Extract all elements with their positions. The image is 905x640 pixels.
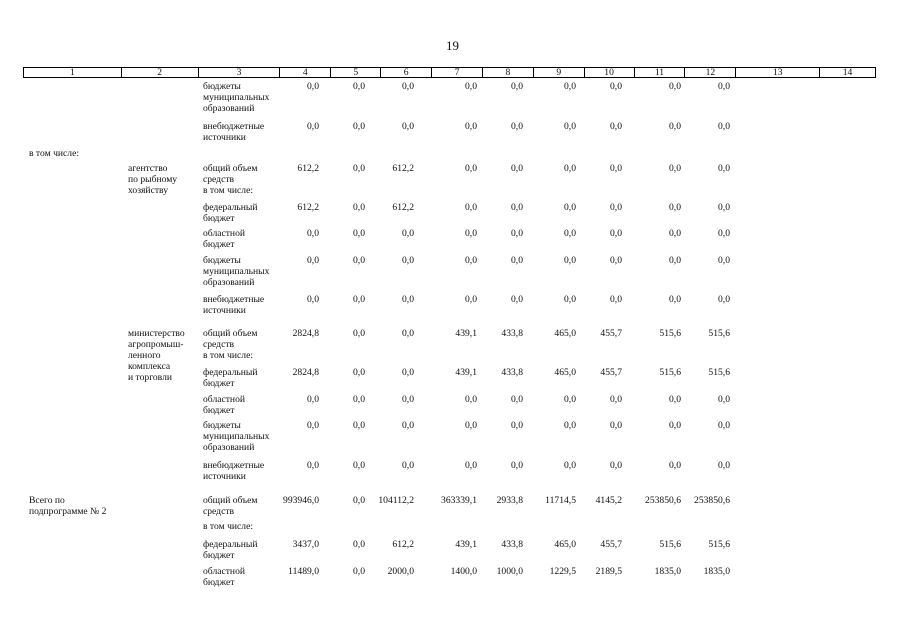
- cell-col-9: 465,0: [554, 539, 576, 550]
- cell-col-10: 0,0: [610, 255, 622, 266]
- row-funding-source: источники: [203, 132, 246, 143]
- cell-col-6: 2000,0: [387, 566, 414, 577]
- cell-col-7: 0,0: [465, 460, 477, 471]
- cell-col-9: 1229,5: [549, 566, 576, 577]
- cell-col-5: 0,0: [353, 228, 365, 239]
- cell-col-7: 0,0: [465, 255, 477, 266]
- cell-col-4: 2824,8: [292, 328, 319, 339]
- cell-col-8: 0,0: [511, 294, 523, 305]
- row-funding-source: областной: [203, 394, 246, 405]
- row-funding-source: средств: [203, 339, 235, 350]
- cell-col-11: 1835,0: [654, 566, 681, 577]
- cell-col-9: 0,0: [564, 460, 576, 471]
- header-col-10: 10: [584, 68, 634, 77]
- row-funding-source: общий объем: [203, 163, 258, 174]
- cell-col-5: 0,0: [353, 566, 365, 577]
- cell-col-5: 0,0: [353, 394, 365, 405]
- cell-col-11: 515,6: [659, 539, 681, 550]
- row-funding-source: образований: [203, 103, 255, 114]
- cell-col-6: 0,0: [402, 121, 414, 132]
- cell-col-11: 0,0: [669, 255, 681, 266]
- header-col-7: 7: [431, 68, 482, 77]
- header-col-3: 3: [198, 68, 280, 77]
- row-funding-source: бюджет: [203, 577, 235, 588]
- cell-col-6: 612,2: [392, 163, 414, 174]
- row-funding-source: источники: [203, 471, 246, 482]
- cell-col-4: 2824,8: [292, 367, 319, 378]
- cell-col-8: 1000,0: [496, 566, 523, 577]
- cell-col-11: 515,6: [659, 328, 681, 339]
- cell-col-11: 0,0: [669, 202, 681, 213]
- row-funding-source: образований: [203, 277, 255, 288]
- header-col-13: 13: [735, 68, 819, 77]
- cell-col-9: 0,0: [564, 81, 576, 92]
- row-funding-source: областной: [203, 228, 246, 239]
- row-funding-source: внебюджетные: [203, 121, 265, 132]
- header-col-6: 6: [380, 68, 431, 77]
- cell-col-6: 0,0: [402, 367, 414, 378]
- cell-col-6: 104112,2: [378, 495, 414, 506]
- cell-col-9: 11714,5: [545, 495, 576, 506]
- row-executor-label: комплекса: [128, 361, 171, 372]
- row-funding-source: средств: [203, 506, 235, 517]
- row-funding-source: федеральный: [203, 202, 258, 213]
- cell-col-6: 0,0: [402, 460, 414, 471]
- cell-col-9: 0,0: [564, 394, 576, 405]
- cell-col-11: 0,0: [669, 121, 681, 132]
- cell-col-4: 0,0: [307, 394, 319, 405]
- cell-col-12: 515,6: [708, 539, 730, 550]
- cell-col-5: 0,0: [353, 460, 365, 471]
- row-funding-source: муниципальных: [203, 431, 270, 442]
- header-col-9: 9: [533, 68, 584, 77]
- row-funding-source: образований: [203, 442, 255, 453]
- cell-col-10: 0,0: [610, 420, 622, 431]
- cell-col-10: 0,0: [610, 294, 622, 305]
- header-col-8: 8: [482, 68, 533, 77]
- cell-col-8: 0,0: [511, 460, 523, 471]
- cell-col-6: 0,0: [402, 394, 414, 405]
- table-header: [23, 67, 876, 78]
- cell-col-11: 0,0: [669, 163, 681, 174]
- cell-col-10: 455,7: [600, 328, 622, 339]
- cell-col-5: 0,0: [353, 294, 365, 305]
- cell-col-5: 0,0: [353, 202, 365, 213]
- cell-col-7: 439,1: [455, 328, 477, 339]
- cell-col-10: 0,0: [610, 460, 622, 471]
- cell-col-8: 0,0: [511, 81, 523, 92]
- cell-col-5: 0,0: [353, 328, 365, 339]
- cell-col-11: 253850,6: [645, 495, 681, 506]
- cell-col-5: 0,0: [353, 121, 365, 132]
- cell-col-8: 0,0: [511, 202, 523, 213]
- cell-col-11: 0,0: [669, 394, 681, 405]
- row-funding-source: бюджеты: [203, 81, 241, 92]
- cell-col-4: 0,0: [307, 294, 319, 305]
- cell-col-8: 0,0: [511, 121, 523, 132]
- row-funding-source: общий объем: [203, 328, 258, 339]
- row-funding-source: муниципальных: [203, 266, 270, 277]
- cell-col-9: 0,0: [564, 163, 576, 174]
- cell-col-5: 0,0: [353, 495, 365, 506]
- row-funding-source: бюджет: [203, 239, 235, 250]
- cell-col-4: 993946,0: [283, 495, 319, 506]
- row-funding-source: внебюджетные: [203, 294, 265, 305]
- cell-col-4: 0,0: [307, 255, 319, 266]
- cell-col-8: 0,0: [511, 394, 523, 405]
- cell-col-4: 0,0: [307, 228, 319, 239]
- cell-col-12: 0,0: [718, 228, 730, 239]
- cell-col-8: 433,8: [501, 539, 523, 550]
- header-col-4: 4: [279, 68, 330, 77]
- cell-col-12: 0,0: [718, 420, 730, 431]
- row-funding-source: источники: [203, 305, 246, 316]
- cell-col-4: 0,0: [307, 121, 319, 132]
- cell-col-9: 0,0: [564, 228, 576, 239]
- row-funding-source: общий объем: [203, 495, 258, 506]
- cell-col-7: 0,0: [465, 294, 477, 305]
- cell-col-9: 465,0: [554, 367, 576, 378]
- cell-col-5: 0,0: [353, 420, 365, 431]
- cell-col-6: 0,0: [402, 420, 414, 431]
- cell-col-8: 0,0: [511, 228, 523, 239]
- cell-col-7: 0,0: [465, 81, 477, 92]
- cell-col-5: 0,0: [353, 163, 365, 174]
- cell-col-12: 515,6: [708, 367, 730, 378]
- row-funding-source: бюджеты: [203, 420, 241, 431]
- header-col-1: 1: [69, 67, 75, 78]
- cell-col-10: 0,0: [610, 394, 622, 405]
- row-funding-source: бюджет: [203, 550, 235, 561]
- cell-col-7: 0,0: [465, 163, 477, 174]
- row-executor-label: агентство: [128, 163, 168, 174]
- cell-col-6: 0,0: [402, 228, 414, 239]
- cell-col-7: 363339,1: [441, 495, 477, 506]
- cell-col-7: 439,1: [455, 367, 477, 378]
- row-funding-source: в том числе:: [203, 185, 254, 196]
- cell-col-6: 0,0: [402, 294, 414, 305]
- page-number: 19: [446, 38, 459, 53]
- cell-col-5: 0,0: [353, 255, 365, 266]
- cell-col-4: 612,2: [297, 163, 319, 174]
- cell-col-12: 0,0: [718, 460, 730, 471]
- cell-col-4: 0,0: [307, 460, 319, 471]
- cell-col-7: 1400,0: [450, 566, 477, 577]
- row-funding-source: федеральный: [203, 367, 258, 378]
- cell-col-5: 0,0: [353, 367, 365, 378]
- row-section-label: Всего по: [29, 495, 65, 506]
- row-funding-source: муниципальных: [203, 92, 270, 103]
- row-section-label: в том числе:: [29, 148, 80, 159]
- row-funding-source: бюджеты: [203, 255, 241, 266]
- cell-col-9: 0,0: [564, 255, 576, 266]
- header-col-11: 11: [634, 68, 685, 77]
- cell-col-11: 515,6: [659, 367, 681, 378]
- cell-col-5: 0,0: [353, 539, 365, 550]
- row-funding-source: бюджет: [203, 405, 235, 416]
- cell-col-11: 0,0: [669, 460, 681, 471]
- row-executor-label: агропромыш-: [128, 339, 184, 350]
- cell-col-4: 11489,0: [288, 566, 319, 577]
- cell-col-10: 0,0: [610, 81, 622, 92]
- cell-col-12: 253850,6: [694, 495, 730, 506]
- cell-col-12: 0,0: [718, 202, 730, 213]
- row-funding-source: бюджет: [203, 213, 235, 224]
- row-executor-label: министерство: [128, 328, 185, 339]
- cell-col-8: 0,0: [511, 255, 523, 266]
- header-col-5: 5: [330, 68, 380, 77]
- cell-col-11: 0,0: [669, 228, 681, 239]
- cell-col-4: 3437,0: [292, 539, 319, 550]
- row-executor-label: ленного: [128, 350, 161, 361]
- cell-col-12: 0,0: [718, 294, 730, 305]
- header-col-2: 2: [121, 68, 198, 77]
- row-funding-source: средств: [203, 174, 235, 185]
- cell-col-8: 2933,8: [496, 495, 523, 506]
- row-executor-label: хозяйству: [128, 185, 169, 196]
- cell-col-8: 433,8: [501, 328, 523, 339]
- cell-col-7: 0,0: [465, 394, 477, 405]
- cell-col-8: 0,0: [511, 163, 523, 174]
- cell-col-12: 0,0: [718, 163, 730, 174]
- cell-col-6: 0,0: [402, 328, 414, 339]
- header-col-12: 12: [684, 68, 735, 77]
- cell-col-8: 0,0: [511, 420, 523, 431]
- cell-col-12: 1835,0: [703, 566, 730, 577]
- cell-col-12: 0,0: [718, 81, 730, 92]
- cell-col-10: 455,7: [600, 367, 622, 378]
- cell-col-6: 612,2: [392, 202, 414, 213]
- row-section-label: подпрограмме № 2: [29, 506, 107, 517]
- cell-col-12: 0,0: [718, 394, 730, 405]
- cell-col-9: 465,0: [554, 328, 576, 339]
- row-executor-label: и торговли: [128, 372, 173, 383]
- cell-col-10: 2189,5: [595, 566, 622, 577]
- cell-col-4: 0,0: [307, 420, 319, 431]
- row-funding-source: федеральный: [203, 539, 258, 550]
- cell-col-10: 0,0: [610, 163, 622, 174]
- row-funding-source: в том числе:: [203, 350, 254, 361]
- cell-col-6: 0,0: [402, 81, 414, 92]
- cell-col-12: 515,6: [708, 328, 730, 339]
- cell-col-11: 0,0: [669, 420, 681, 431]
- cell-col-5: 0,0: [353, 81, 365, 92]
- cell-col-9: 0,0: [564, 202, 576, 213]
- cell-col-10: 4145,2: [595, 495, 622, 506]
- header-col-14: 14: [819, 68, 875, 77]
- cell-col-9: 0,0: [564, 420, 576, 431]
- cell-col-6: 612,2: [392, 539, 414, 550]
- cell-col-7: 0,0: [465, 202, 477, 213]
- row-funding-source: областной: [203, 566, 246, 577]
- row-funding-source: внебюджетные: [203, 460, 265, 471]
- cell-col-6: 0,0: [402, 255, 414, 266]
- cell-col-9: 0,0: [564, 121, 576, 132]
- row-funding-source: бюджет: [203, 378, 235, 389]
- cell-col-8: 433,8: [501, 367, 523, 378]
- cell-col-7: 0,0: [465, 121, 477, 132]
- cell-col-9: 0,0: [564, 294, 576, 305]
- cell-col-7: 439,1: [455, 539, 477, 550]
- cell-col-4: 612,2: [297, 202, 319, 213]
- cell-col-4: 0,0: [307, 81, 319, 92]
- cell-col-10: 0,0: [610, 228, 622, 239]
- row-executor-label: по рыбному: [128, 174, 178, 185]
- cell-col-10: 0,0: [610, 202, 622, 213]
- cell-col-10: 0,0: [610, 121, 622, 132]
- cell-col-11: 0,0: [669, 81, 681, 92]
- cell-col-7: 0,0: [465, 228, 477, 239]
- cell-col-12: 0,0: [718, 255, 730, 266]
- cell-col-12: 0,0: [718, 121, 730, 132]
- cell-col-10: 455,7: [600, 539, 622, 550]
- cell-col-11: 0,0: [669, 294, 681, 305]
- row-funding-source: в том числе:: [203, 521, 254, 532]
- cell-col-7: 0,0: [465, 420, 477, 431]
